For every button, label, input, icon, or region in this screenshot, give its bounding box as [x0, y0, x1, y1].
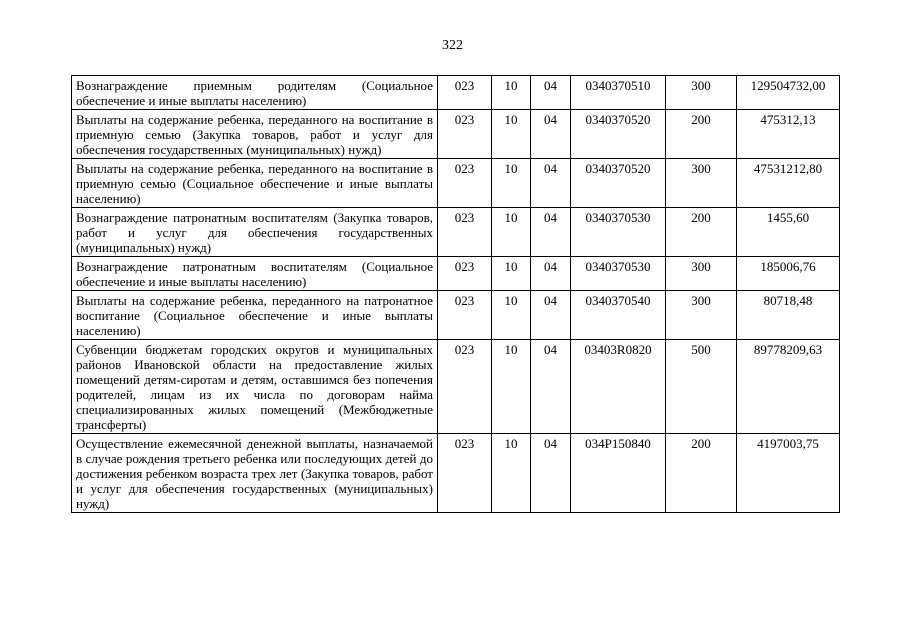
- row-description: Выплаты на содержание ребенка, переданного на патронатное воспитание (Социальное обеспечение и иные выплаты населению): [72, 291, 438, 340]
- row-description: Выплаты на содержание ребенка, переданного на воспитание в приемную семью (Социальное обеспечение и иные выплаты населению): [72, 159, 438, 208]
- row-description: Выплаты на содержание ребенка, переданного на воспитание в приемную семью (Закупка товаров, работ и услуг для обеспечения государственных (муниципальных) нужд): [72, 110, 438, 159]
- row-section-code: 10: [492, 208, 531, 257]
- row-subsection-code: 04: [531, 159, 571, 208]
- row-section-code: 10: [492, 110, 531, 159]
- row-ministry-code: 023: [438, 110, 492, 159]
- row-subsection-code: 04: [531, 257, 571, 291]
- row-section-code: 10: [492, 291, 531, 340]
- row-amount: 47531212,80: [737, 159, 840, 208]
- row-description: Вознаграждение патронатным воспитателям (Закупка товаров, работ и услуг для обеспечения государственных (муниципальных) нужд): [72, 208, 438, 257]
- budget-table: [71, 75, 840, 513]
- row-target-code: 03403R0820: [571, 340, 666, 434]
- row-subsection-code: 04: [531, 110, 571, 159]
- row-ministry-code: 023: [438, 340, 492, 434]
- row-target-code: 0340370530: [571, 257, 666, 291]
- row-target-code: 0340370540: [571, 291, 666, 340]
- row-target-code: 0340370520: [571, 110, 666, 159]
- row-expense-type: 200: [666, 208, 737, 257]
- row-subsection-code: 04: [531, 291, 571, 340]
- row-section-code: 10: [492, 434, 531, 513]
- row-target-code: 0340370520: [571, 159, 666, 208]
- table-row: [72, 434, 840, 513]
- row-ministry-code: 023: [438, 159, 492, 208]
- table-row: [72, 76, 840, 110]
- row-amount: 1455,60: [737, 208, 840, 257]
- row-expense-type: 200: [666, 434, 737, 513]
- table-row: [72, 257, 840, 291]
- row-target-code: 0340370510: [571, 76, 666, 110]
- row-section-code: 10: [492, 159, 531, 208]
- row-subsection-code: 04: [531, 340, 571, 434]
- table-row: [72, 291, 840, 340]
- row-description: Осуществление ежемесячной денежной выплаты, назначаемой в случае рождения третьего ребенка или последующих детей до достижения ребенком возраста трех лет (Закупка товаров, работ и услуг для обеспечения государственных (муниципальных) нужд): [72, 434, 438, 513]
- row-section-code: 10: [492, 76, 531, 110]
- table-row: [72, 159, 840, 208]
- row-expense-type: 300: [666, 257, 737, 291]
- row-target-code: 0340370530: [571, 208, 666, 257]
- row-amount: 185006,76: [737, 257, 840, 291]
- row-amount: 129504732,00: [737, 76, 840, 110]
- row-section-code: 10: [492, 257, 531, 291]
- row-description: Субвенции бюджетам городских округов и муниципальных районов Ивановской области на предоставление жилых помещений детям-сиротам и детям, оставшимся без попечения родителей, лицам из их числа по договорам найма специализированных жилых помещений (Межбюджетные трансферты): [72, 340, 438, 434]
- row-ministry-code: 023: [438, 434, 492, 513]
- row-expense-type: 300: [666, 291, 737, 340]
- page-number: 322: [442, 38, 463, 53]
- row-subsection-code: 04: [531, 76, 571, 110]
- row-ministry-code: 023: [438, 291, 492, 340]
- row-amount: 80718,48: [737, 291, 840, 340]
- row-expense-type: 500: [666, 340, 737, 434]
- row-amount: 89778209,63: [737, 340, 840, 434]
- row-subsection-code: 04: [531, 208, 571, 257]
- table-row: [72, 340, 840, 434]
- row-expense-type: 300: [666, 76, 737, 110]
- row-description: Вознаграждение патронатным воспитателям (Социальное обеспечение и иные выплаты населению): [72, 257, 438, 291]
- row-ministry-code: 023: [438, 76, 492, 110]
- row-description: Вознаграждение приемным родителям (Социальное обеспечение и иные выплаты населению): [72, 76, 438, 110]
- table-row: [72, 110, 840, 159]
- row-section-code: 10: [492, 340, 531, 434]
- row-amount: 4197003,75: [737, 434, 840, 513]
- row-expense-type: 200: [666, 110, 737, 159]
- row-ministry-code: 023: [438, 208, 492, 257]
- row-subsection-code: 04: [531, 434, 571, 513]
- row-target-code: 034P150840: [571, 434, 666, 513]
- row-amount: 475312,13: [737, 110, 840, 159]
- row-expense-type: 300: [666, 159, 737, 208]
- row-ministry-code: 023: [438, 257, 492, 291]
- table-row: [72, 208, 840, 257]
